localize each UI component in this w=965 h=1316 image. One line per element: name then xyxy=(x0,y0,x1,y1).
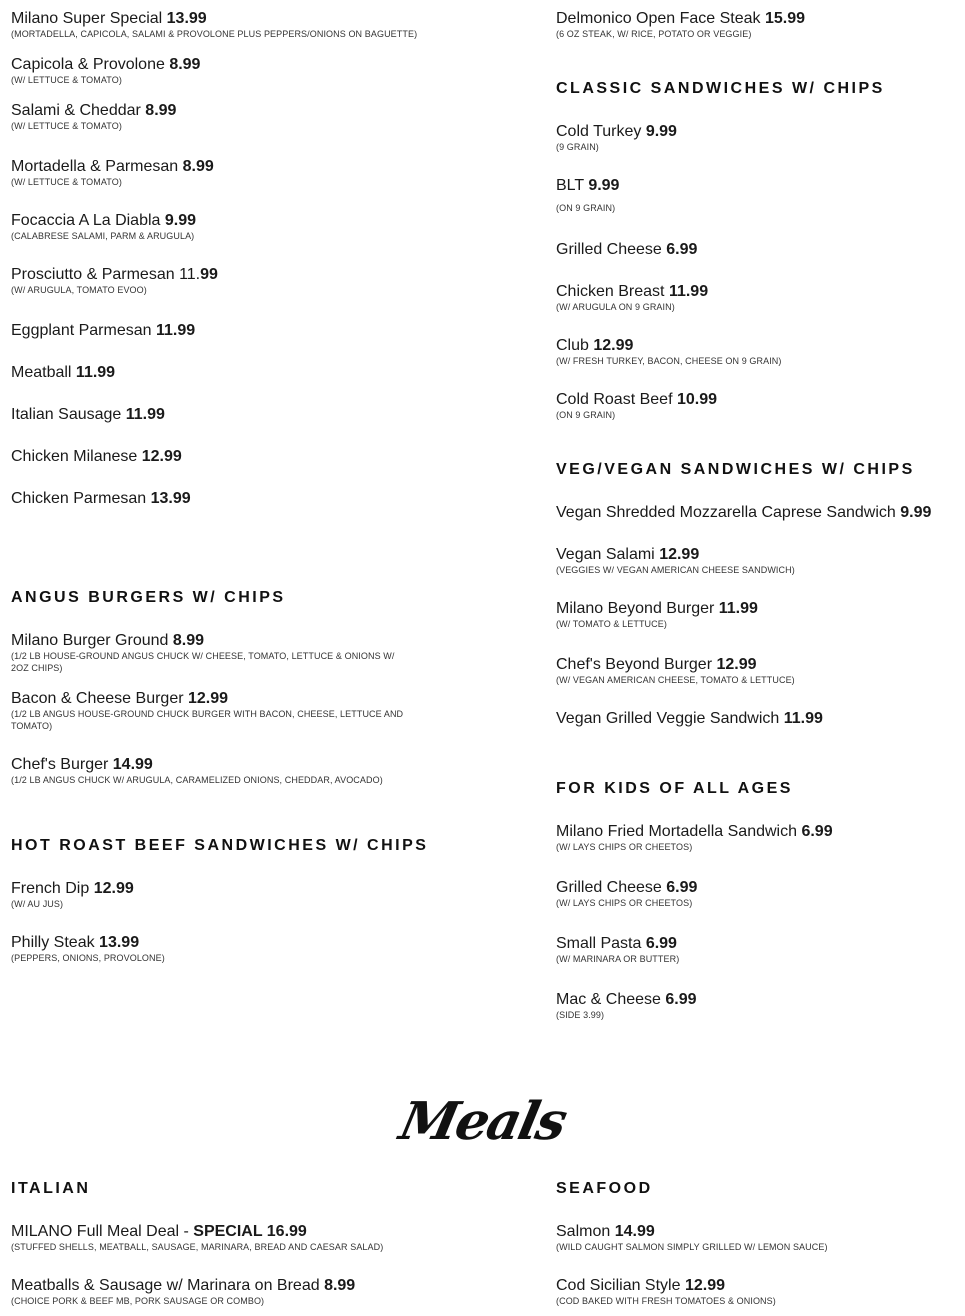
item-price: 15.99 xyxy=(765,10,806,27)
item-price: 14.99 xyxy=(112,756,153,773)
item-price: SPECIAL 16.99 xyxy=(193,1223,307,1240)
menu-item xyxy=(556,655,956,686)
item-desc: (CHOICE PORK & BEEF MB, PORK SAUSAGE OR COMBO) xyxy=(11,1296,265,1306)
item-name: Meatball xyxy=(11,364,76,381)
menu-item xyxy=(11,321,436,340)
item-desc: (STUFFED SHELLS, MEATBALL, SAUSAGE, MARINARA, BREAD AND CAESAR SALAD) xyxy=(11,1242,384,1252)
item-desc: (6 OZ STEAK, W/ RICE, POTATO OR VEGGIE) xyxy=(556,29,752,39)
menu-item xyxy=(11,631,436,674)
menu-item xyxy=(556,990,956,1021)
item-price: 8.99 xyxy=(145,102,177,119)
item-name: Milano Beyond Burger xyxy=(556,600,719,617)
item-price: 8.99 xyxy=(324,1277,356,1294)
item-desc: (W/ LETTUCE & TOMATO) xyxy=(11,75,122,85)
item-price: 13.99 xyxy=(150,490,191,507)
item-price: 9.99 xyxy=(645,123,677,140)
item-name: Chef's Beyond Burger xyxy=(556,656,717,673)
item-name: Small Pasta xyxy=(556,935,646,952)
item-price: 11.99 xyxy=(125,406,165,423)
item-desc: (ON 9 GRAIN) xyxy=(556,203,616,213)
item-name: Meatballs & Sausage w/ Marinara on Bread xyxy=(11,1277,325,1294)
item-desc: (COD BAKED WITH FRESH TOMATOES & ONIONS) xyxy=(556,1296,776,1306)
item-desc: (MORTADELLA, CAPICOLA, SALAMI & PROVOLONE PLUS PEPPERS/ONIONS ON BAGUETTE) xyxy=(11,29,418,39)
item-price: 10.99 xyxy=(676,391,717,408)
item-price: 99 xyxy=(200,266,218,283)
section-heading-kids: FOR KIDS OF ALL AGES xyxy=(556,780,793,797)
item-name: Delmonico Open Face Steak xyxy=(556,10,765,27)
item-name: Cod Sicilian Style xyxy=(556,1277,685,1294)
item-desc: (W/ TOMATO & LETTUCE) xyxy=(556,619,667,629)
item-name: Salami & Cheddar xyxy=(11,102,146,119)
item-name: Salmon xyxy=(556,1223,615,1240)
item-price: 9.99 xyxy=(588,177,620,194)
item-name: Prosciutto & Parmesan 11. xyxy=(11,266,201,283)
menu-item xyxy=(556,503,956,522)
item-price: 12.99 xyxy=(716,656,757,673)
item-name: Vegan Grilled Veggie Sandwich xyxy=(556,710,784,727)
menu-item xyxy=(11,9,436,40)
item-price: 13.99 xyxy=(99,934,140,951)
item-name: Milano Burger Ground xyxy=(11,632,173,649)
item-name: Chicken Milanese xyxy=(11,448,142,465)
menu-item xyxy=(11,689,436,732)
menu-item xyxy=(11,489,436,508)
menu-item xyxy=(11,101,436,132)
item-desc: (W/ LETTUCE & TOMATO) xyxy=(11,177,122,187)
item-name: Chicken Breast xyxy=(556,283,669,300)
item-desc: (WILD CAUGHT SALMON SIMPLY GRILLED W/ LEMON SAUCE) xyxy=(556,1242,828,1252)
menu-item xyxy=(556,240,956,259)
item-price: 6.99 xyxy=(666,241,698,258)
item-price: 14.99 xyxy=(614,1223,655,1240)
menu-item xyxy=(556,176,956,214)
item-name: BLT xyxy=(556,177,589,194)
item-name: Mac & Cheese xyxy=(556,991,666,1008)
item-price: 13.99 xyxy=(166,10,207,27)
item-desc: (1/2 LB ANGUS CHUCK W/ ARUGULA, CARAMELIZED ONIONS, CHEDDAR, AVOCADO) xyxy=(11,775,383,785)
item-name: MILANO Full Meal Deal - xyxy=(11,1223,194,1240)
menu-item xyxy=(11,1276,436,1307)
item-name: Eggplant Parmesan xyxy=(11,322,156,339)
section-heading-vegan: VEG/VEGAN SANDWICHES W/ CHIPS xyxy=(556,461,915,478)
menu-item xyxy=(556,390,956,421)
section-heading-hot-roast-beef: HOT ROAST BEEF SANDWICHES W/ CHIPS xyxy=(11,837,429,854)
item-name: Bacon & Cheese Burger xyxy=(11,690,188,707)
menu-item xyxy=(556,545,956,576)
item-name: Chef's Burger xyxy=(11,756,113,773)
menu-item xyxy=(11,363,436,382)
menu-item xyxy=(11,211,436,242)
item-name: Philly Steak xyxy=(11,934,100,951)
item-desc: (PEPPERS, ONIONS, PROVOLONE) xyxy=(11,953,165,963)
menu-item xyxy=(11,879,436,910)
item-price: 11.99 xyxy=(75,364,116,381)
menu-item xyxy=(11,447,436,466)
item-price: 12.99 xyxy=(593,337,634,354)
item-desc: (W/ MARINARA OR BUTTER) xyxy=(556,954,680,964)
item-name: French Dip xyxy=(11,880,94,897)
item-desc: (1/2 LB HOUSE-GROUND ANGUS CHUCK W/ CHEESE, TOMATO, LETTUCE & ONIONS W/ 2OZ CHIPS) xyxy=(11,651,395,673)
item-price: 12.99 xyxy=(684,1277,725,1294)
menu-item xyxy=(556,336,956,367)
menu-item xyxy=(556,282,956,313)
item-price: 12.99 xyxy=(659,546,700,563)
menu-item xyxy=(556,599,956,630)
item-name: Club xyxy=(556,337,594,354)
section-heading-angus: ANGUS BURGERS W/ CHIPS xyxy=(11,589,286,606)
item-desc: (W/ FRESH TURKEY, BACON, CHEESE ON 9 GRAIN) xyxy=(556,356,782,366)
item-desc: (W/ LAYS CHIPS OR CHEETOS) xyxy=(556,898,693,908)
item-price: 9.99 xyxy=(900,504,932,521)
item-price: 11.99 xyxy=(718,600,758,617)
item-name: Grilled Cheese xyxy=(556,879,667,896)
menu-item xyxy=(11,405,436,424)
item-name: Capicola & Provolone xyxy=(11,56,170,73)
item-desc: (W/ LAYS CHIPS OR CHEETOS) xyxy=(556,842,693,852)
item-name: Milano Super Special xyxy=(11,10,167,27)
item-desc: (W/ AU JUS) xyxy=(11,899,64,909)
menu-item xyxy=(11,55,436,86)
item-name: Focaccia A La Diabla xyxy=(11,212,165,229)
item-price: 11.99 xyxy=(783,710,823,727)
item-desc: (CALABRESE SALAMI, PARM & ARUGULA) xyxy=(11,231,195,241)
item-name: Cold Turkey xyxy=(556,123,646,140)
meals-title: Meals xyxy=(394,1091,571,1152)
item-desc: (1/2 LB ANGUS HOUSE-GROUND CHUCK BURGER WITH BACON, CHEESE, LETTUCE AND TOMATO) xyxy=(11,709,404,731)
item-name: Grilled Cheese xyxy=(556,241,667,258)
section-heading-italian: ITALIAN xyxy=(11,1180,91,1197)
menu-item xyxy=(556,122,956,153)
item-desc: (W/ VEGAN AMERICAN CHEESE, TOMATO & LETTUCE) xyxy=(556,675,795,685)
item-name: Italian Sausage xyxy=(11,406,126,423)
item-desc: (W/ ARUGULA ON 9 GRAIN) xyxy=(556,302,675,312)
item-desc: (W/ LETTUCE & TOMATO) xyxy=(11,121,122,131)
menu-item xyxy=(11,265,436,296)
menu-item xyxy=(11,933,436,964)
item-price: 6.99 xyxy=(645,935,677,952)
item-name: Chicken Parmesan xyxy=(11,490,151,507)
item-price: 8.99 xyxy=(182,158,214,175)
item-name: Vegan Salami xyxy=(556,546,660,563)
menu-item xyxy=(556,9,956,40)
item-desc: (9 GRAIN) xyxy=(556,142,599,152)
menu-item xyxy=(556,1276,956,1307)
item-price: 9.99 xyxy=(164,212,197,229)
menu-item xyxy=(11,157,436,188)
item-price: 12.99 xyxy=(93,880,134,897)
item-name: Milano Fried Mortadella Sandwich xyxy=(556,823,802,840)
item-desc: (W/ ARUGULA, TOMATO EVOO) xyxy=(11,285,147,295)
section-heading-seafood: SEAFOOD xyxy=(556,1180,653,1197)
item-price: 6.99 xyxy=(801,823,833,840)
section-heading-classic: CLASSIC SANDWICHES W/ CHIPS xyxy=(556,80,885,97)
menu-item xyxy=(556,822,956,853)
menu-item xyxy=(11,1222,436,1253)
item-price: 8.99 xyxy=(172,632,204,649)
menu-item xyxy=(556,1222,956,1253)
item-name: Mortadella & Parmesan xyxy=(11,158,183,175)
menu-item xyxy=(556,934,956,965)
menu-item xyxy=(556,709,956,728)
item-price: 12.99 xyxy=(141,448,182,465)
item-name: Vegan Shredded Mozzarella Caprese Sandwich xyxy=(556,504,901,521)
item-price: 6.99 xyxy=(665,991,697,1008)
menu-item xyxy=(556,878,956,909)
item-price: 6.99 xyxy=(666,879,698,896)
item-price: 11.99 xyxy=(668,283,709,300)
menu-item xyxy=(11,755,436,786)
item-desc: (VEGGIES W/ VEGAN AMERICAN CHEESE SANDWICH) xyxy=(556,565,795,575)
item-price: 8.99 xyxy=(169,56,201,73)
item-price: 12.99 xyxy=(188,690,229,707)
item-desc: (SIDE 3.99) xyxy=(556,1010,605,1020)
item-desc: (ON 9 GRAIN) xyxy=(556,410,616,420)
item-price: 11.99 xyxy=(155,322,196,339)
item-name: Cold Roast Beef xyxy=(556,391,677,408)
